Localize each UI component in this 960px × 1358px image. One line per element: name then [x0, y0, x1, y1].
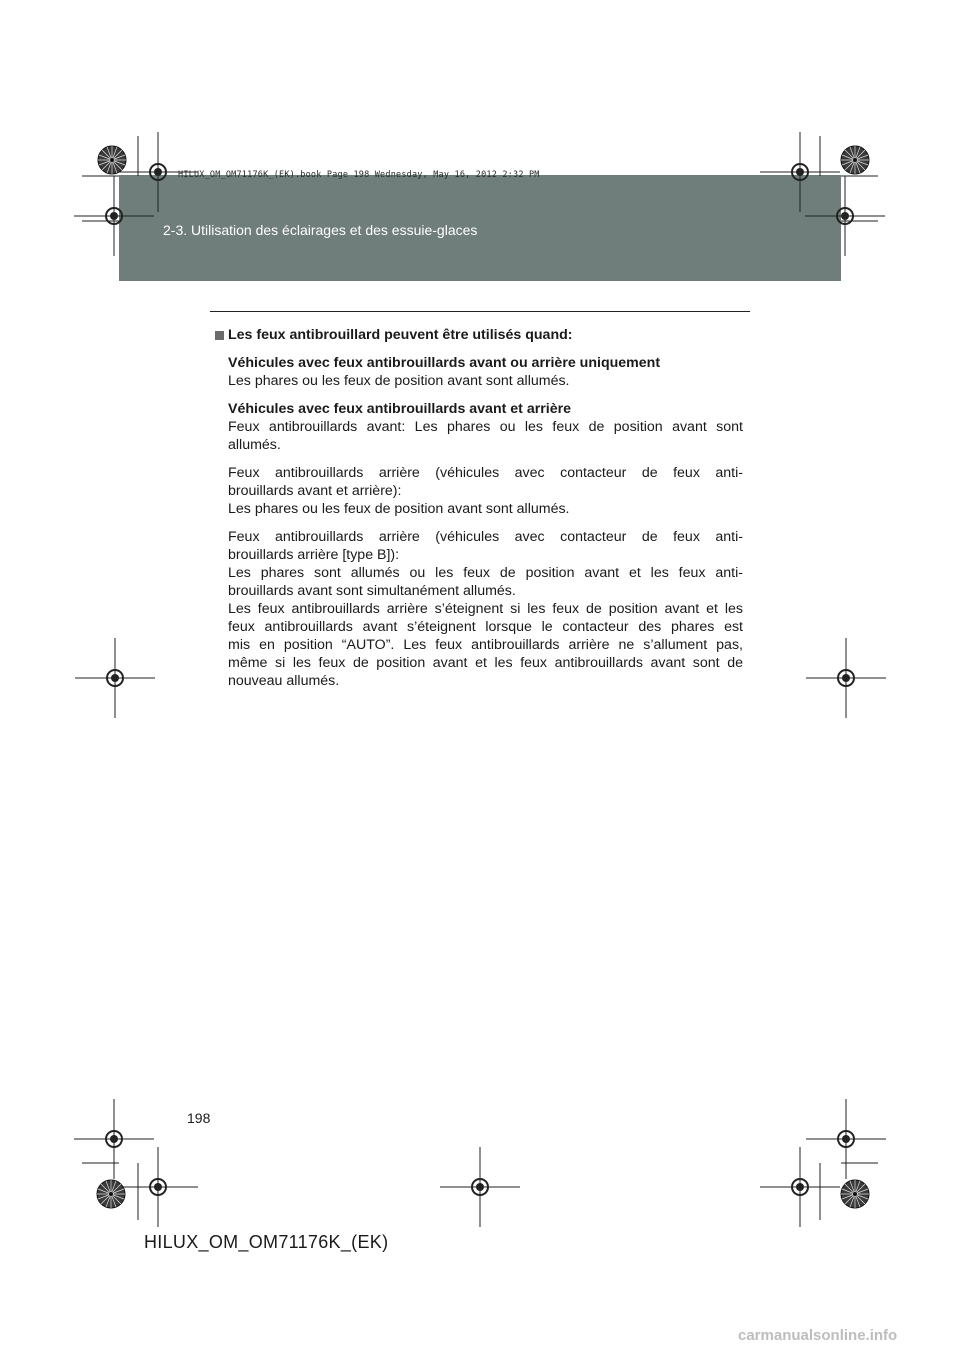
paragraph-line: brouillards avant et arrière): — [228, 483, 402, 499]
paragraph — [228, 400, 743, 454]
crosshair-mark-icon — [805, 176, 885, 256]
crosshair-mark-icon — [760, 132, 840, 212]
book-stamp: HILUX_OM_OM71176K_(EK).book Page 198 Wednesday, May 16, 2012 2:32 PM — [178, 170, 540, 180]
crosshair-mark-icon — [118, 132, 198, 212]
page-number: 198 — [187, 1110, 211, 1126]
paragraph-line: Feux antibrouillards arrière (véhicules avec contacteur de feux anti- — [228, 529, 743, 545]
square-bullet-icon — [215, 331, 224, 340]
crosshair-mark-icon — [760, 1147, 840, 1227]
subheading: Véhicules avec feux antibrouillards avant ou arrière uniquement — [228, 355, 661, 371]
section-heading-text: Les feux antibrouillard peuvent être utilisés quand: — [228, 327, 573, 343]
paragraph-line: même si les feux de position avant et les feux antibrouillards avant sont de — [228, 655, 743, 671]
crosshair-mark-icon — [440, 1147, 520, 1227]
sunburst-mark-icon — [98, 146, 126, 174]
section-heading — [215, 326, 743, 344]
document-code: HILUX_OM_OM71176K_(EK) — [144, 1232, 389, 1252]
body-block — [228, 354, 743, 690]
paragraph-line: Les feux antibrouillards arrière s’éteignent si les feux de position avant et les — [228, 601, 743, 617]
crosshair-mark-icon — [75, 638, 155, 718]
sunburst-mark-icon — [841, 146, 869, 174]
subheading: Véhicules avec feux antibrouillards avant et arrière — [228, 401, 572, 417]
paragraph-line: feux antibrouillards avant s’éteignent lorsque le contacteur des phares est — [228, 619, 743, 635]
sunburst-mark-icon — [841, 1180, 869, 1208]
paragraph — [228, 354, 743, 390]
paragraph-line: brouillards avant sont simultanément allumés. — [228, 583, 516, 599]
section-title: 2-3. Utilisation des éclairages et des essuie-glaces — [163, 222, 478, 238]
paragraph — [228, 528, 743, 690]
paragraph-line: brouillards arrière [type B]): — [228, 547, 400, 563]
paragraph-line: Les phares ou les feux de position avant sont allumés. — [228, 373, 570, 389]
paragraph-line: Les phares sont allumés ou les feux de position avant et les feux anti- — [228, 565, 743, 581]
paragraph — [228, 464, 743, 518]
paragraph-line: Les phares ou les feux de position avant sont allumés. — [228, 501, 570, 517]
site-watermark: carmanualsonline.info — [738, 1327, 898, 1344]
crosshair-mark-icon — [118, 1147, 198, 1227]
paragraph-line: Feux antibrouillards avant: Les phares ou les feux de position avant sont — [228, 419, 743, 435]
crosshair-mark-icon — [74, 1099, 154, 1179]
crosshair-mark-icon — [806, 638, 886, 718]
paragraph-line: mis en position “AUTO”. Les feux antibrouillards arrière ne s’allument pas, — [228, 637, 743, 653]
content-top-rule — [210, 311, 750, 312]
paragraph-line: Feux antibrouillards arrière (véhicules avec contacteur de feux anti- — [228, 465, 743, 481]
crosshair-mark-icon — [74, 176, 154, 256]
paragraph-line: nouveau allumés. — [228, 673, 340, 689]
sunburst-mark-icon — [97, 1180, 125, 1208]
paragraph-line: allumés. — [228, 437, 281, 453]
crosshair-mark-icon — [806, 1099, 886, 1179]
content-area — [215, 326, 743, 700]
